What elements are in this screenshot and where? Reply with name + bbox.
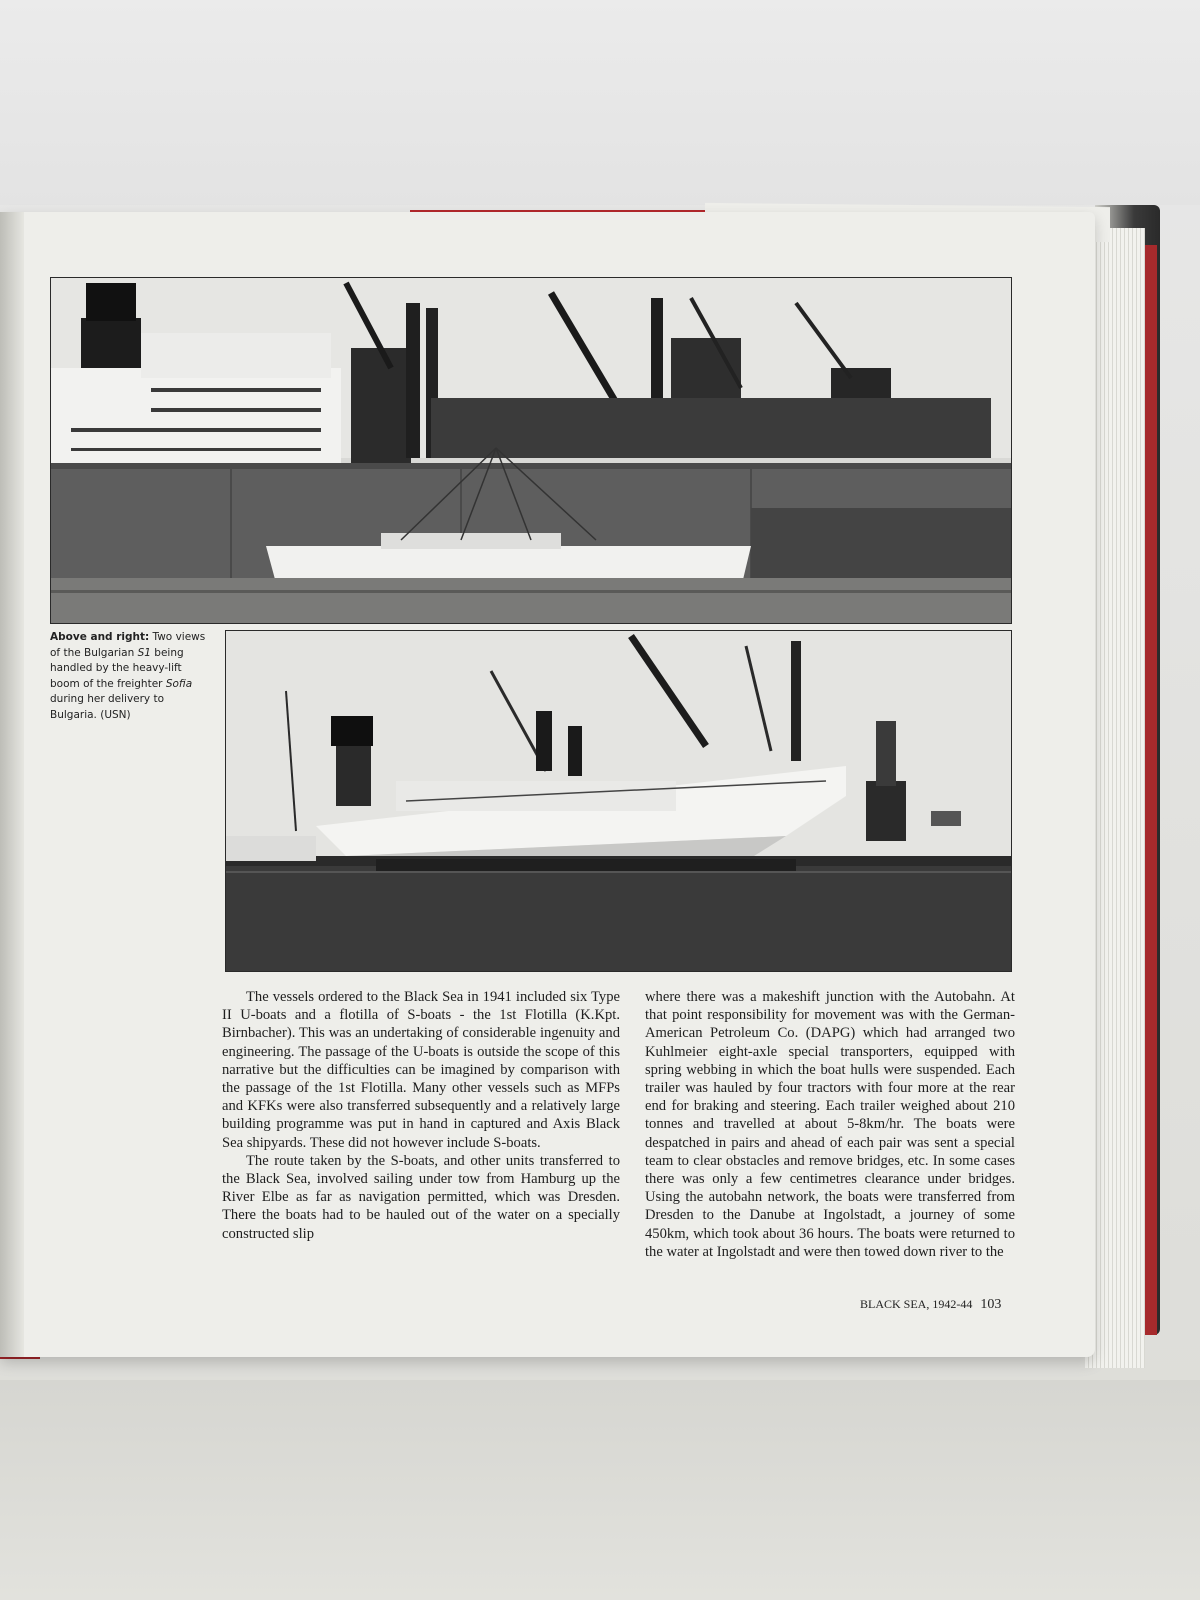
body-paragraph: The route taken by the S-boats, and other units transferred to the Black Sea, involved sailing under tow from Hamburg up the River Elbe as far as navigation permitted, which was Dresden. There the boats had to be hauled out of the water on a specially constructed slip bbox=[222, 1152, 620, 1242]
page-gutter bbox=[0, 212, 24, 1357]
top-photo-ship-unloading bbox=[50, 277, 1012, 624]
body-paragraph: The vessels ordered to the Black Sea in 1941 included six Type II U-boats and a flotilla of S-boats - the 1st Flotilla (K.Kpt. Birnbacher). This was an undertaking of considerable ingenuity and engineering. The passage of the U-boats is outside the scope of this narrative but the difficulties can be imagined by comparison with the passage of the 1st Flotilla. Many other vessels such as MFPs and KFKs were also transferred subsequently and a relatively large building programme was put in hand in captured and Axis Black Sea shipyards. These did not however include S-boats. bbox=[222, 989, 620, 1151]
red-cover-strip-right bbox=[1143, 245, 1157, 1335]
photo-caption bbox=[50, 630, 210, 723]
caption-text: being handled by the heavy-lift boom of the freighter bbox=[50, 646, 184, 690]
caption-lead: Above and right: bbox=[50, 631, 150, 643]
bottom-photo-boat-on-deck bbox=[225, 630, 1012, 972]
caption-text: Two views of the Bulgarian bbox=[50, 631, 206, 659]
body-text-left-column bbox=[222, 988, 620, 1243]
caption-boat-name: S1 bbox=[137, 646, 151, 659]
page-footer bbox=[860, 1297, 1001, 1313]
page-number: 103 bbox=[980, 1297, 1002, 1312]
book-page bbox=[0, 212, 1095, 1357]
body-paragraph: where there was a makeshift junction with the Autobahn. At that point responsibility for movement was with the German-American Petroleum Co. (DAPG) which had arranged two Kuhlmeier eight-axle special transporters, equipped with spring webbing in which the boat hulls were suspended. Each trailer was hauled by four tractors with four more at the rear end for braking and steering. Each trailer weighed about 210 tonnes and travelled at about 5-8km/hr. The boats were despatched in pairs and ahead of each pair was sent a special team to clear obstacles and remove bridges, etc. In some cases there was only a few centimetres clearance under bridges. Using the autobahn network, the boats were transferred from Dresden to the Danube at Ingolstadt, a journey of some 450km, which took about 36 hours. The boats were returned to the water at Ingolstadt and were then towed down river to the bbox=[645, 989, 1015, 1260]
body-text-right-column bbox=[645, 988, 1015, 1261]
caption-ship-name: Sofia bbox=[165, 677, 193, 690]
caption-text: during her delivery to Bulgaria. (USN) bbox=[50, 693, 165, 721]
running-head: BLACK SEA, 1942-44 bbox=[860, 1297, 973, 1311]
backdrop-table bbox=[0, 1380, 1200, 1600]
backdrop-wall bbox=[0, 0, 1200, 205]
